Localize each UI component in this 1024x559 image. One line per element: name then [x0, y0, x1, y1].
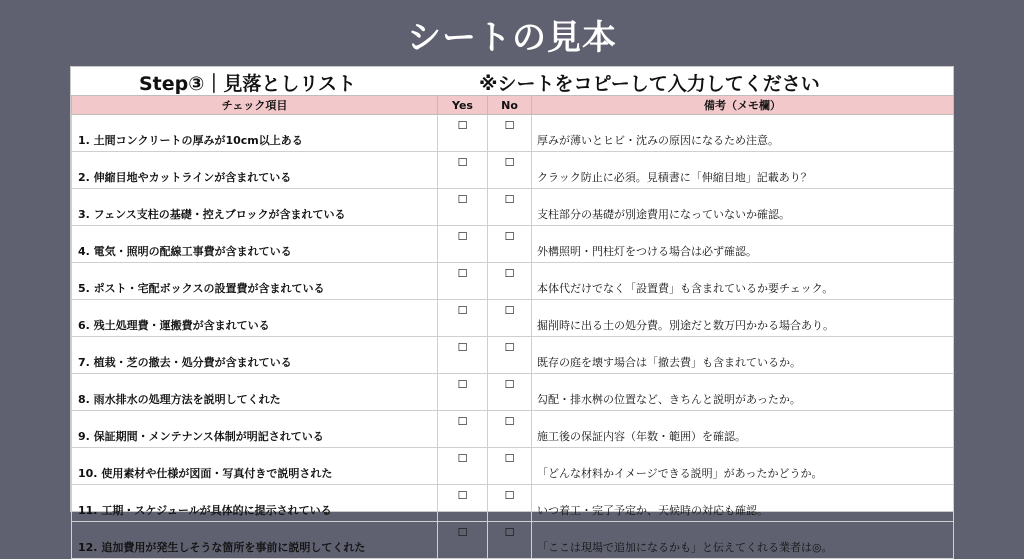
checkbox-icon: ☐ [504, 193, 515, 206]
yes-checkbox[interactable] [438, 263, 488, 300]
header-yes: Yes [438, 96, 488, 115]
checkbox-icon: ☐ [504, 267, 515, 280]
no-checkbox[interactable] [488, 411, 532, 448]
yes-checkbox[interactable] [438, 152, 488, 189]
table-row [72, 411, 954, 448]
no-checkbox[interactable] [488, 374, 532, 411]
memo-cell[interactable]: 支柱部分の基礎が別途費用になっていないか確認。 [532, 189, 954, 226]
check-item-label: 4. 電気・照明の配線工事費が含まれている [72, 226, 438, 263]
yes-checkbox[interactable] [438, 522, 488, 559]
header-memo: 備考（メモ欄） [532, 96, 954, 115]
checkbox-icon: ☐ [504, 489, 515, 502]
memo-cell[interactable]: いつ着工・完了予定か、天候時の対応も確認。 [532, 485, 954, 522]
memo-cell[interactable]: 既存の庭を壊す場合は「撤去費」も含まれているか。 [532, 337, 954, 374]
yes-checkbox[interactable] [438, 448, 488, 485]
yes-checkbox[interactable] [438, 300, 488, 337]
check-item-label: 8. 雨水排水の処理方法を説明してくれた [72, 374, 438, 411]
no-checkbox[interactable] [488, 263, 532, 300]
check-item-label: 11. 工期・スケジュールが具体的に提示されている [72, 485, 438, 522]
no-checkbox[interactable] [488, 226, 532, 263]
checkbox-icon: ☐ [504, 415, 515, 428]
memo-cell[interactable]: 勾配・排水桝の位置など、きちんと説明があったか。 [532, 374, 954, 411]
no-checkbox[interactable] [488, 337, 532, 374]
check-item-label: 7. 植栽・芝の撤去・処分費が含まれている [72, 337, 438, 374]
check-item-label: 2. 伸縮目地やカットラインが含まれている [72, 152, 438, 189]
yes-checkbox[interactable] [438, 337, 488, 374]
no-checkbox[interactable] [488, 115, 532, 152]
table-row [72, 337, 954, 374]
checkbox-icon: ☐ [457, 267, 468, 280]
checkbox-icon: ☐ [457, 378, 468, 391]
memo-cell[interactable]: クラック防止に必須。見積書に「伸縮目地」記載あり？ [532, 152, 954, 189]
no-checkbox[interactable] [488, 189, 532, 226]
memo-cell[interactable]: 「どんな材料かイメージできる説明」があったかどうか。 [532, 448, 954, 485]
checkbox-icon: ☐ [504, 156, 515, 169]
checkbox-icon: ☐ [457, 230, 468, 243]
copy-note: ※シートをコピーして入力してください [479, 73, 820, 95]
no-checkbox[interactable] [488, 485, 532, 522]
header-no: No [488, 96, 532, 115]
table-row [72, 522, 954, 559]
yes-checkbox[interactable] [438, 226, 488, 263]
memo-cell[interactable]: 本体代だけでなく「設置費」も含まれているか要チェック。 [532, 263, 954, 300]
sheet-header [71, 67, 953, 95]
check-item-label: 12. 追加費用が発生しそうな箇所を事前に説明してくれた [72, 522, 438, 559]
table-row [72, 152, 954, 189]
table-row [72, 115, 954, 152]
checkbox-icon: ☐ [504, 230, 515, 243]
yes-checkbox[interactable] [438, 115, 488, 152]
checkbox-icon: ☐ [457, 489, 468, 502]
memo-cell[interactable]: 「ここは現場で追加になるかも」と伝えてくれる業者は◎。 [532, 522, 954, 559]
yes-checkbox[interactable] [438, 485, 488, 522]
check-item-label: 9. 保証期間・メンテナンス体制が明記されている [72, 411, 438, 448]
checkbox-icon: ☐ [504, 526, 515, 539]
memo-cell[interactable]: 施工後の保証内容（年数・範囲）を確認。 [532, 411, 954, 448]
table-header-row [72, 96, 954, 115]
check-item-label: 3. フェンス支柱の基礎・控えブロックが含まれている [72, 189, 438, 226]
memo-cell[interactable]: 厚みが薄いとヒビ・沈みの原因になるため注意。 [532, 115, 954, 152]
no-checkbox[interactable] [488, 448, 532, 485]
table-row [72, 226, 954, 263]
checkbox-icon: ☐ [457, 415, 468, 428]
checkbox-icon: ☐ [457, 304, 468, 317]
memo-cell[interactable]: 掘削時に出る土の処分費。別途だと数万円かかる場合あり。 [532, 300, 954, 337]
checkbox-icon: ☐ [457, 119, 468, 132]
checkbox-icon: ☐ [457, 452, 468, 465]
checkbox-icon: ☐ [457, 156, 468, 169]
table-row [72, 263, 954, 300]
table-row [72, 300, 954, 337]
checkbox-icon: ☐ [457, 526, 468, 539]
step-title: Step③｜見落としリスト [139, 73, 356, 95]
checkbox-icon: ☐ [457, 341, 468, 354]
yes-checkbox[interactable] [438, 374, 488, 411]
check-item-label: 1. 土間コンクリートの厚みが10cm以上ある [72, 115, 438, 152]
checkbox-icon: ☐ [504, 452, 515, 465]
checkbox-icon: ☐ [504, 304, 515, 317]
table-row [72, 189, 954, 226]
check-item-label: 10. 使用素材や仕様が図面・写真付きで説明された [72, 448, 438, 485]
checkbox-icon: ☐ [504, 119, 515, 132]
checklist-table [71, 95, 954, 559]
checkbox-icon: ☐ [457, 193, 468, 206]
yes-checkbox[interactable] [438, 189, 488, 226]
header-item: チェック項目 [72, 96, 438, 115]
check-item-label: 6. 残土処理費・運搬費が含まれている [72, 300, 438, 337]
no-checkbox[interactable] [488, 152, 532, 189]
page-title: シートの見本 [407, 18, 617, 58]
table-row [72, 374, 954, 411]
no-checkbox[interactable] [488, 522, 532, 559]
memo-cell[interactable]: 外構照明・門柱灯をつける場合は必ず確認。 [532, 226, 954, 263]
check-item-label: 5. ポスト・宅配ボックスの設置費が含まれている [72, 263, 438, 300]
table-row [72, 448, 954, 485]
table-row [72, 485, 954, 522]
checkbox-icon: ☐ [504, 378, 515, 391]
no-checkbox[interactable] [488, 300, 532, 337]
checkbox-icon: ☐ [504, 341, 515, 354]
yes-checkbox[interactable] [438, 411, 488, 448]
checklist-sheet [70, 66, 954, 554]
